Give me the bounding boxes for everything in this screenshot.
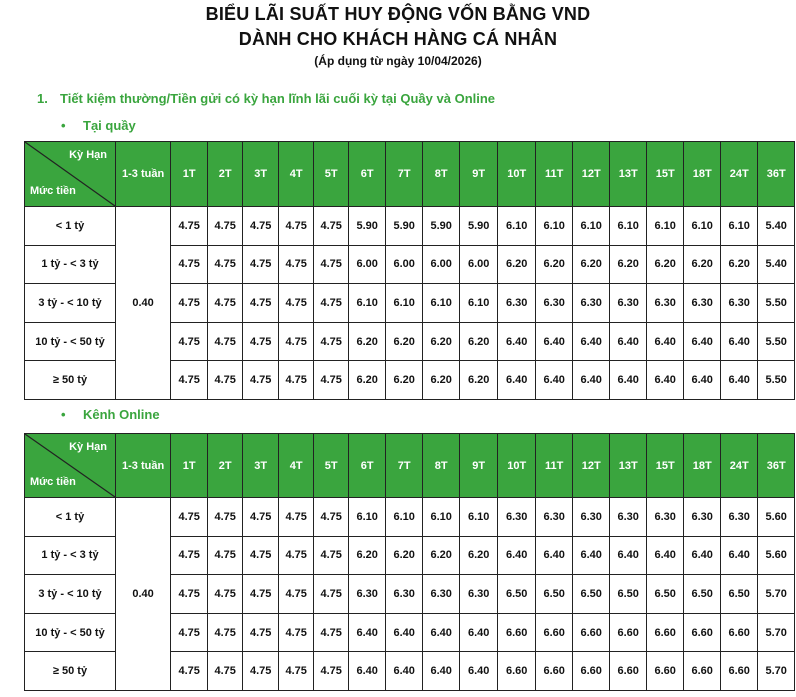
header-term: 8T <box>423 434 460 498</box>
amount-tier-label: ≥ 50 tỷ <box>25 361 116 400</box>
rate-cell: 6.40 <box>610 536 647 575</box>
rate-cell: 6.40 <box>573 361 610 400</box>
header-term: 8T <box>423 142 460 207</box>
rate-cell: 6.60 <box>536 613 573 652</box>
corner-header <box>25 434 116 498</box>
rate-cell: 6.60 <box>647 613 684 652</box>
rate-cell: 4.75 <box>279 207 314 246</box>
rate-cell: 4.75 <box>243 322 279 361</box>
amount-tier-label: 1 tỷ - < 3 tỷ <box>25 245 116 284</box>
rate-cell: 6.40 <box>536 536 573 575</box>
bullet-icon: • <box>61 118 66 133</box>
rate-cell: 6.40 <box>460 613 498 652</box>
rate-cell: 5.70 <box>758 613 795 652</box>
header-term: 1T <box>171 434 208 498</box>
rate-cell: 6.40 <box>610 322 647 361</box>
rate-cell: 6.10 <box>647 207 684 246</box>
rate-cell: 4.75 <box>171 207 208 246</box>
effective-date: (Áp dụng từ ngày 10/04/2026) <box>314 54 482 68</box>
rate-cell: 4.75 <box>171 245 208 284</box>
rate-cell: 4.75 <box>208 245 243 284</box>
rate-cell: 6.60 <box>721 613 758 652</box>
online-subheading <box>61 407 160 422</box>
rate-cell: 4.75 <box>171 613 208 652</box>
header-term: 7T <box>386 434 423 498</box>
rate-cell: 6.10 <box>610 207 647 246</box>
rate-cell: 4.75 <box>171 652 208 691</box>
header-term: 18T <box>684 142 721 207</box>
header-term: 36T <box>758 434 795 498</box>
rate-cell: 5.90 <box>349 207 386 246</box>
rate-cell: 5.40 <box>758 245 795 284</box>
rate-cell: 6.60 <box>610 652 647 691</box>
rate-cell: 6.40 <box>684 536 721 575</box>
rate-cell: 6.40 <box>423 613 460 652</box>
header-term: 10T <box>498 142 536 207</box>
rate-cell: 4.75 <box>243 361 279 400</box>
rate-cell: 6.30 <box>423 575 460 614</box>
rate-cell: 6.20 <box>423 322 460 361</box>
counter-label: Tại quầy <box>83 118 136 133</box>
rate-cell: 6.20 <box>721 245 758 284</box>
rate-cell: 4.75 <box>171 361 208 400</box>
rate-cell: 4.75 <box>208 652 243 691</box>
rate-cell: 6.40 <box>386 652 423 691</box>
rate-cell: 6.20 <box>460 536 498 575</box>
header-term: 24T <box>721 142 758 207</box>
rate-cell: 4.75 <box>208 613 243 652</box>
rate-cell: 6.20 <box>610 245 647 284</box>
rate-cell: 6.20 <box>684 245 721 284</box>
rate-cell: 4.75 <box>171 322 208 361</box>
rate-cell: 4.75 <box>208 536 243 575</box>
rate-cell: 6.20 <box>647 245 684 284</box>
rate-cell: 6.20 <box>498 245 536 284</box>
rate-cell: 6.40 <box>647 536 684 575</box>
rate-cell: 4.75 <box>243 245 279 284</box>
header-term: 15T <box>647 434 684 498</box>
rate-cell: 4.75 <box>171 498 208 537</box>
rate-cell: 6.10 <box>349 498 386 537</box>
rate-cell: 6.30 <box>647 284 684 323</box>
rate-cell: 6.10 <box>721 207 758 246</box>
rate-cell: 6.10 <box>423 498 460 537</box>
amount-tier-label: 10 tỷ - < 50 tỷ <box>25 613 116 652</box>
rate-cell: 4.75 <box>243 207 279 246</box>
section-title: Tiết kiệm thường/Tiền gửi có kỳ hạn lĩnh lãi cuối kỳ tại Quầy và Online <box>60 91 496 106</box>
online-label: Kênh Online <box>83 407 160 422</box>
rate-cell: 6.00 <box>460 245 498 284</box>
rate-cell: 6.30 <box>573 498 610 537</box>
header-term: 4T <box>279 142 314 207</box>
rate-cell: 4.75 <box>314 245 349 284</box>
header-term: 12T <box>573 434 610 498</box>
rate-cell: 6.20 <box>423 536 460 575</box>
rate-cell: 6.30 <box>349 575 386 614</box>
rate-cell: 6.60 <box>498 652 536 691</box>
amount-tier-label: 3 tỷ - < 10 tỷ <box>25 575 116 614</box>
rate-cell: 6.50 <box>610 575 647 614</box>
rate-cell: 6.10 <box>536 207 573 246</box>
header-term: 36T <box>758 142 795 207</box>
rate-cell: 6.50 <box>536 575 573 614</box>
header-term: 5T <box>314 142 349 207</box>
rate-cell: 6.30 <box>721 498 758 537</box>
header-term: 5T <box>314 434 349 498</box>
rate-cell: 6.10 <box>684 207 721 246</box>
rate-cell: 6.10 <box>386 284 423 323</box>
rate-cell: 6.20 <box>349 361 386 400</box>
amount-tier-label: ≥ 50 tỷ <box>25 652 116 691</box>
rate-cell: 6.30 <box>610 284 647 323</box>
rate-cell: 6.30 <box>386 575 423 614</box>
rate-cell: 4.75 <box>314 361 349 400</box>
rate-cell: 5.60 <box>758 536 795 575</box>
rate-cell: 6.20 <box>536 245 573 284</box>
rate-cell: 6.40 <box>647 361 684 400</box>
header-term: 13T <box>610 142 647 207</box>
rate-cell: 5.70 <box>758 575 795 614</box>
header-row <box>25 142 795 207</box>
rate-cell: 4.75 <box>208 575 243 614</box>
rate-cell: 6.40 <box>386 613 423 652</box>
rate-cell: 4.75 <box>279 652 314 691</box>
rate-cell: 6.30 <box>647 498 684 537</box>
rate-cell: 4.75 <box>243 498 279 537</box>
rate-cell: 4.75 <box>314 536 349 575</box>
rate-cell: 4.75 <box>314 575 349 614</box>
corner-header <box>25 142 116 207</box>
page-title: BIỂU LÃI SUẤT HUY ĐỘNG VỐN BẰNG VND <box>205 4 591 24</box>
rate-cell: 4.75 <box>314 322 349 361</box>
rate-cell: 6.00 <box>423 245 460 284</box>
section-number: 1. <box>37 91 48 106</box>
rate-cell: 5.70 <box>758 652 795 691</box>
rate-cell: 5.50 <box>758 361 795 400</box>
rate-cell: 6.60 <box>498 613 536 652</box>
header-term: 6T <box>349 434 386 498</box>
rate-cell: 5.90 <box>386 207 423 246</box>
header-term: 10T <box>498 434 536 498</box>
rate-cell: 6.10 <box>573 207 610 246</box>
rate-cell: 4.75 <box>314 207 349 246</box>
rate-cell: 6.40 <box>610 361 647 400</box>
bullet-icon: • <box>61 407 66 422</box>
rate-cell: 6.40 <box>573 536 610 575</box>
header-term: 6T <box>349 142 386 207</box>
rate-cell: 6.40 <box>721 536 758 575</box>
rate-cell: 6.10 <box>386 498 423 537</box>
rate-cell: 6.20 <box>386 322 423 361</box>
rate-cell: 6.40 <box>721 361 758 400</box>
rate-cell: 6.60 <box>647 652 684 691</box>
rate-cell: 4.75 <box>279 361 314 400</box>
rate-cell: 6.40 <box>536 361 573 400</box>
header-term: 18T <box>684 434 721 498</box>
week-rate-cell: 0.40 <box>116 498 171 691</box>
rate-cell: 4.75 <box>243 536 279 575</box>
week-rate-cell: 0.40 <box>116 207 171 400</box>
rate-cell: 5.50 <box>758 322 795 361</box>
rate-cell: 6.20 <box>423 361 460 400</box>
section-heading <box>37 91 495 106</box>
rate-cell: 6.40 <box>684 322 721 361</box>
rate-cell: 4.75 <box>171 284 208 323</box>
rate-cell: 6.60 <box>684 652 721 691</box>
header-row <box>25 434 795 498</box>
rate-cell: 4.75 <box>279 575 314 614</box>
rate-cell: 4.75 <box>314 284 349 323</box>
header-term: 4T <box>279 434 314 498</box>
table-row <box>25 207 795 246</box>
rate-cell: 6.50 <box>573 575 610 614</box>
rate-cell: 6.30 <box>684 498 721 537</box>
rate-cell: 4.75 <box>243 284 279 323</box>
rate-cell: 5.40 <box>758 207 795 246</box>
amount-tier-label: 3 tỷ - < 10 tỷ <box>25 284 116 323</box>
rate-cell: 6.20 <box>460 361 498 400</box>
header-term: 24T <box>721 434 758 498</box>
rate-cell: 6.40 <box>498 322 536 361</box>
rate-cell: 6.00 <box>386 245 423 284</box>
rate-cell: 6.20 <box>349 536 386 575</box>
rate-cell: 6.50 <box>684 575 721 614</box>
rate-cell: 6.50 <box>647 575 684 614</box>
header-term: 11T <box>536 142 573 207</box>
rate-cell: 4.75 <box>279 613 314 652</box>
rate-cell: 6.40 <box>498 361 536 400</box>
amount-tier-label: < 1 tỷ <box>25 498 116 537</box>
rate-cell: 4.75 <box>279 322 314 361</box>
header-term: 12T <box>573 142 610 207</box>
rate-cell: 4.75 <box>208 207 243 246</box>
header-week-term: 1-3 tuần <box>116 434 171 498</box>
rate-cell: 6.30 <box>460 575 498 614</box>
rate-cell: 4.75 <box>243 652 279 691</box>
rate-cell: 6.40 <box>349 652 386 691</box>
header-term: 3T <box>243 142 279 207</box>
amount-tier-label: 1 tỷ - < 3 tỷ <box>25 536 116 575</box>
rate-cell: 6.60 <box>684 613 721 652</box>
amount-axis-label: Mức tiền <box>30 185 76 197</box>
rate-cell: 6.10 <box>423 284 460 323</box>
rate-cell: 6.50 <box>498 575 536 614</box>
rate-cell: 6.60 <box>536 652 573 691</box>
rate-cell: 6.30 <box>536 498 573 537</box>
rate-cell: 5.90 <box>460 207 498 246</box>
header-term: 3T <box>243 434 279 498</box>
amount-axis-label: Mức tiền <box>30 476 76 488</box>
rate-cell: 4.75 <box>279 284 314 323</box>
rate-cell: 6.20 <box>573 245 610 284</box>
rate-cell: 4.75 <box>314 498 349 537</box>
rate-cell: 4.75 <box>243 613 279 652</box>
rate-cell: 4.75 <box>208 284 243 323</box>
term-axis-label: Kỳ Hạn <box>69 149 107 161</box>
rate-cell: 6.30 <box>498 284 536 323</box>
rate-cell: 6.60 <box>721 652 758 691</box>
header-term: 11T <box>536 434 573 498</box>
term-axis-label: Kỳ Hạn <box>69 441 107 453</box>
rate-cell: 6.30 <box>536 284 573 323</box>
rate-cell: 6.40 <box>573 322 610 361</box>
rate-cell: 6.30 <box>721 284 758 323</box>
header-term: 2T <box>208 142 243 207</box>
counter-subheading <box>61 118 136 133</box>
rate-cell: 5.60 <box>758 498 795 537</box>
online-rate-table <box>24 433 795 691</box>
rate-cell: 6.20 <box>386 536 423 575</box>
rate-cell: 4.75 <box>243 575 279 614</box>
rate-cell: 4.75 <box>208 361 243 400</box>
header-term: 9T <box>460 142 498 207</box>
rate-cell: 4.75 <box>314 613 349 652</box>
rate-cell: 6.40 <box>536 322 573 361</box>
rate-cell: 6.10 <box>349 284 386 323</box>
rate-cell: 4.75 <box>279 536 314 575</box>
rate-cell: 6.60 <box>573 613 610 652</box>
rate-cell: 6.50 <box>721 575 758 614</box>
rate-cell: 6.40 <box>498 536 536 575</box>
rate-cell: 6.30 <box>573 284 610 323</box>
rate-cell: 6.40 <box>349 613 386 652</box>
rate-cell: 6.30 <box>610 498 647 537</box>
rate-cell: 4.75 <box>314 652 349 691</box>
header-term: 15T <box>647 142 684 207</box>
amount-tier-label: 10 tỷ - < 50 tỷ <box>25 322 116 361</box>
rate-cell: 6.10 <box>460 284 498 323</box>
rate-cell: 4.75 <box>279 245 314 284</box>
counter-rate-table <box>24 141 795 400</box>
header-term: 1T <box>171 142 208 207</box>
rate-cell: 6.20 <box>386 361 423 400</box>
header-week-term: 1-3 tuần <box>116 142 171 207</box>
rate-cell: 6.40 <box>721 322 758 361</box>
rate-cell: 6.60 <box>573 652 610 691</box>
rate-cell: 4.75 <box>208 498 243 537</box>
header-term: 7T <box>386 142 423 207</box>
rate-cell: 4.75 <box>208 322 243 361</box>
rate-cell: 6.00 <box>349 245 386 284</box>
rate-cell: 6.10 <box>460 498 498 537</box>
rate-cell: 6.30 <box>684 284 721 323</box>
rate-cell: 6.40 <box>460 652 498 691</box>
amount-tier-label: < 1 tỷ <box>25 207 116 246</box>
page-subtitle: DÀNH CHO KHÁCH HÀNG CÁ NHÂN <box>238 29 558 49</box>
rate-cell: 5.50 <box>758 284 795 323</box>
header-term: 2T <box>208 434 243 498</box>
rate-cell: 6.40 <box>684 361 721 400</box>
rate-cell: 6.30 <box>498 498 536 537</box>
rate-cell: 6.40 <box>647 322 684 361</box>
rate-cell: 4.75 <box>279 498 314 537</box>
rate-cell: 6.40 <box>423 652 460 691</box>
rate-cell: 6.60 <box>610 613 647 652</box>
rate-cell: 6.20 <box>460 322 498 361</box>
header-term: 13T <box>610 434 647 498</box>
rate-cell: 6.20 <box>349 322 386 361</box>
rate-cell: 6.10 <box>498 207 536 246</box>
rate-cell: 4.75 <box>171 575 208 614</box>
table-row <box>25 498 795 537</box>
rate-cell: 5.90 <box>423 207 460 246</box>
header-term: 9T <box>460 434 498 498</box>
rate-cell: 4.75 <box>171 536 208 575</box>
